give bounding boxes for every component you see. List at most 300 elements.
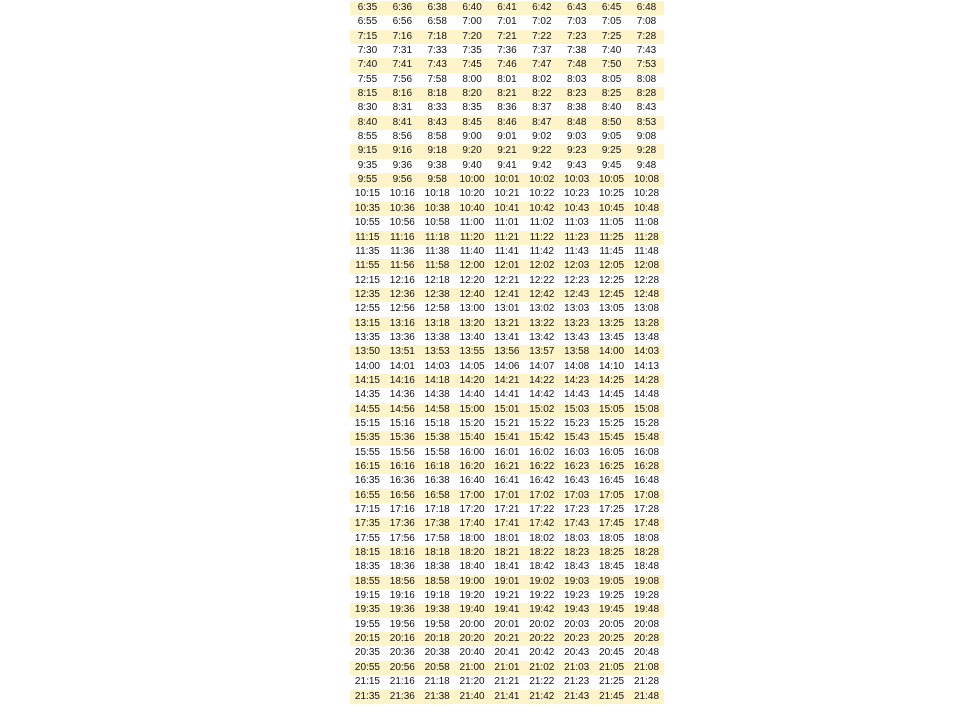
table-row [350, 101, 664, 115]
time-cell: 19:55 [354, 618, 380, 630]
time-cell: 13:00 [459, 303, 485, 315]
table-row [350, 532, 664, 546]
time-cell: 16:08 [633, 446, 660, 458]
time-cell: 21:36 [385, 690, 420, 704]
table-row [350, 73, 664, 87]
time-cell: 12:41 [490, 288, 525, 302]
time-cell: 11:00 [459, 217, 485, 229]
time-cell: 7:20 [455, 30, 490, 44]
time-cell: 8:46 [490, 116, 525, 130]
time-cell: 7:41 [385, 58, 420, 72]
table-row [350, 130, 664, 144]
time-cell: 7:47 [524, 58, 559, 72]
time-cell: 10:43 [559, 202, 594, 216]
time-cell: 9:05 [601, 131, 622, 143]
time-cell: 12:35 [350, 288, 385, 302]
time-cell: 7:08 [636, 16, 657, 28]
time-cell: 15:25 [599, 417, 625, 429]
time-cell: 11:22 [524, 231, 559, 245]
time-cell: 7:50 [594, 58, 629, 72]
time-cell: 13:45 [599, 331, 625, 343]
time-cell: 15:42 [524, 431, 559, 445]
time-cell: 14:08 [564, 360, 590, 372]
time-cell: 7:01 [497, 16, 517, 28]
time-cell: 10:41 [490, 202, 525, 216]
time-cell: 10:15 [354, 188, 380, 200]
time-cell: 12:20 [459, 274, 485, 286]
table-row [350, 173, 664, 187]
time-cell: 12:55 [354, 303, 380, 315]
time-cell: 16:48 [633, 475, 660, 487]
time-cell: 20:16 [385, 632, 420, 646]
time-cell: 13:01 [494, 303, 520, 315]
time-cell: 21:00 [455, 661, 490, 675]
time-cell: 7:16 [385, 30, 420, 44]
time-cell: 14:01 [389, 360, 415, 372]
time-cell: 8:22 [524, 87, 559, 101]
table-row [350, 575, 664, 589]
time-cell: 10:40 [455, 202, 490, 216]
time-cell: 17:41 [490, 517, 525, 531]
time-cell: 7:23 [559, 30, 594, 44]
time-cell: 8:58 [427, 131, 447, 143]
time-cell: 12:25 [599, 274, 625, 286]
time-cell: 8:01 [497, 73, 517, 85]
time-cell: 11:20 [455, 231, 490, 245]
time-cell: 20:00 [459, 618, 485, 630]
time-cell: 14:03 [424, 360, 450, 372]
time-cell: 18:41 [494, 561, 520, 573]
time-cell: 14:48 [633, 389, 660, 401]
time-cell: 7:25 [594, 30, 629, 44]
time-cell: 14:00 [354, 360, 380, 372]
time-cell: 9:00 [462, 131, 482, 143]
time-cell: 19:25 [599, 590, 625, 602]
time-cell: 14:13 [633, 360, 660, 372]
time-cell: 10:21 [494, 188, 520, 200]
time-cell: 19:23 [564, 590, 590, 602]
time-cell: 18:15 [350, 546, 385, 560]
time-cell: 15:55 [354, 446, 380, 458]
time-cell: 12:21 [494, 274, 520, 286]
time-cell: 8:30 [357, 102, 378, 114]
time-cell: 16:55 [350, 489, 385, 503]
time-cell: 21:05 [594, 661, 629, 675]
time-cell: 13:16 [385, 317, 420, 331]
time-cell: 6:48 [629, 1, 664, 15]
time-cell: 8:43 [420, 116, 455, 130]
time-cell: 10:18 [424, 188, 450, 200]
time-cell: 18:38 [424, 561, 450, 573]
time-cell: 16:35 [354, 475, 380, 487]
time-cell: 20:21 [490, 632, 525, 646]
time-cell: 20:05 [599, 618, 625, 630]
time-cell: 15:28 [633, 417, 660, 429]
time-cell: 6:58 [427, 16, 447, 28]
time-cell: 20:40 [459, 647, 485, 659]
time-cell: 9:42 [532, 159, 552, 171]
time-cell: 17:48 [629, 517, 664, 531]
time-cell: 12:01 [490, 259, 525, 273]
time-cell: 21:25 [599, 676, 625, 688]
table-row [350, 116, 664, 130]
time-cell: 12:22 [529, 274, 555, 286]
time-cell: 18:40 [459, 561, 485, 573]
time-cell: 12:56 [389, 303, 415, 315]
time-cell: 9:36 [392, 159, 413, 171]
table-row [350, 1, 664, 15]
time-cell: 7:38 [566, 45, 587, 57]
time-cell: 14:21 [490, 374, 525, 388]
time-cell: 13:08 [633, 303, 660, 315]
time-cell: 7:43 [420, 58, 455, 72]
time-cell: 13:35 [354, 331, 380, 343]
table-row [350, 345, 664, 359]
time-cell: 9:18 [420, 144, 455, 158]
table-row [350, 360, 664, 374]
table-row [350, 503, 664, 517]
time-cell: 21:21 [494, 676, 520, 688]
time-cell: 16:02 [529, 446, 555, 458]
time-cell: 20:35 [354, 647, 380, 659]
time-cell: 8:31 [392, 102, 413, 114]
time-cell: 21:03 [559, 661, 594, 675]
table-row [350, 15, 664, 29]
time-cell: 7:45 [455, 58, 490, 72]
time-cell: 8:40 [350, 116, 385, 130]
time-cell: 11:45 [599, 245, 624, 257]
time-cell: 14:43 [564, 389, 590, 401]
time-cell: 11:40 [459, 245, 485, 257]
time-cell: 13:25 [594, 317, 629, 331]
time-cell: 13:28 [629, 317, 664, 331]
time-cell: 8:47 [524, 116, 559, 130]
time-cell: 17:35 [350, 517, 385, 531]
table-row [350, 44, 664, 58]
time-cell: 17:05 [594, 489, 629, 503]
time-cell: 15:00 [455, 403, 490, 417]
table-row [350, 317, 664, 331]
time-cell: 7:46 [490, 58, 525, 72]
time-cell: 20:02 [529, 618, 555, 630]
time-cell: 13:18 [420, 317, 455, 331]
time-cell: 19:18 [424, 590, 450, 602]
time-cell: 11:21 [490, 231, 525, 245]
time-cell: 20:36 [389, 647, 415, 659]
table-row [350, 690, 664, 704]
time-cell: 11:08 [634, 217, 659, 229]
time-cell: 16:25 [594, 460, 629, 474]
time-cell: 21:38 [420, 690, 455, 704]
time-cell: 18:18 [420, 546, 455, 560]
table-row [350, 274, 664, 288]
time-cell: 13:20 [455, 317, 490, 331]
time-cell: 13:15 [350, 317, 385, 331]
time-cell: 21:22 [529, 676, 555, 688]
time-cell: 9:48 [636, 159, 657, 171]
time-cell: 20:18 [420, 632, 455, 646]
time-cell: 15:02 [524, 403, 559, 417]
time-cell: 19:20 [459, 590, 485, 602]
time-cell: 15:38 [420, 431, 455, 445]
time-cell: 15:16 [389, 417, 415, 429]
time-cell: 14:18 [420, 374, 455, 388]
time-cell: 18:03 [564, 532, 590, 544]
time-cell: 18:08 [633, 532, 660, 544]
time-cell: 9:25 [594, 144, 629, 158]
time-cell: 7:30 [357, 45, 378, 57]
time-cell: 18:25 [594, 546, 629, 560]
time-cell: 18:58 [420, 575, 455, 589]
time-cell: 17:56 [389, 532, 415, 544]
time-cell: 18:01 [494, 532, 520, 544]
time-cell: 8:21 [490, 87, 525, 101]
time-cell: 19:43 [559, 603, 594, 617]
time-cell: 10:08 [629, 173, 664, 187]
time-cell: 20:25 [594, 632, 629, 646]
time-cell: 19:15 [354, 590, 380, 602]
table-row [350, 259, 664, 273]
time-cell: 21:20 [459, 676, 485, 688]
time-cell: 13:51 [385, 345, 420, 359]
time-cell: 8:08 [636, 73, 657, 85]
time-cell: 11:38 [425, 245, 450, 257]
time-cell: 10:35 [350, 202, 385, 216]
table-row [350, 603, 664, 617]
time-cell: 19:38 [420, 603, 455, 617]
time-cell: 10:25 [599, 188, 625, 200]
time-cell: 14:38 [424, 389, 450, 401]
time-cell: 21:15 [354, 676, 380, 688]
time-cell: 13:42 [529, 331, 555, 343]
time-cell: 11:16 [385, 231, 420, 245]
time-cell: 18:43 [564, 561, 590, 573]
time-cell: 10:48 [629, 202, 664, 216]
time-cell: 21:28 [633, 676, 660, 688]
time-cell: 14:20 [455, 374, 490, 388]
time-cell: 6:36 [385, 1, 420, 15]
time-cell: 21:41 [490, 690, 525, 704]
time-cell: 6:35 [350, 1, 385, 15]
table-row [350, 632, 664, 646]
time-cell: 11:25 [594, 231, 629, 245]
time-cell: 20:01 [494, 618, 520, 630]
time-cell: 7:37 [532, 45, 552, 57]
time-cell: 16:45 [599, 475, 625, 487]
table-row [350, 431, 664, 445]
time-cell: 7:55 [357, 73, 378, 85]
time-cell: 16:22 [524, 460, 559, 474]
time-cell: 17:55 [354, 532, 380, 544]
time-cell: 14:28 [629, 374, 664, 388]
table-row [350, 388, 664, 402]
table-row [350, 546, 664, 560]
time-cell: 20:03 [564, 618, 590, 630]
time-cell: 9:20 [455, 144, 490, 158]
time-cell: 8:20 [455, 87, 490, 101]
time-cell: 18:36 [389, 561, 415, 573]
time-cell: 9:03 [566, 131, 587, 143]
time-cell: 19:45 [594, 603, 629, 617]
time-cell: 6:43 [559, 1, 594, 15]
table-row [350, 231, 664, 245]
time-cell: 19:42 [524, 603, 559, 617]
time-cell: 7:33 [427, 45, 447, 57]
time-cell: 14:22 [524, 374, 559, 388]
time-cell: 14:40 [459, 389, 485, 401]
time-cell: 12:36 [385, 288, 420, 302]
table-row [350, 618, 664, 632]
time-cell: 17:23 [564, 504, 590, 516]
time-cell: 13:50 [350, 345, 385, 359]
time-cell: 12:42 [524, 288, 559, 302]
time-cell: 16:15 [350, 460, 385, 474]
time-cell: 15:21 [494, 417, 520, 429]
time-cell: 17:15 [354, 504, 380, 516]
time-cell: 7:36 [497, 45, 517, 57]
time-cell: 13:22 [524, 317, 559, 331]
time-cell: 17:00 [455, 489, 490, 503]
time-cell: 9:08 [636, 131, 657, 143]
time-cell: 12:02 [524, 259, 559, 273]
table-row [350, 30, 664, 44]
time-cell: 14:25 [594, 374, 629, 388]
time-cell: 19:01 [490, 575, 525, 589]
time-cell: 19:02 [524, 575, 559, 589]
time-cell: 11:35 [355, 245, 380, 257]
time-cell: 9:55 [350, 173, 385, 187]
time-cell: 8:50 [594, 116, 629, 130]
time-cell: 19:58 [424, 618, 450, 630]
time-cell: 14:42 [529, 389, 555, 401]
time-cell: 12:18 [424, 274, 450, 286]
time-cell: 6:38 [420, 1, 455, 15]
time-cell: 8:43 [636, 102, 657, 114]
time-cell: 7:05 [601, 16, 622, 28]
time-cell: 14:16 [385, 374, 420, 388]
time-cell: 13:55 [455, 345, 490, 359]
time-cell: 11:58 [420, 259, 455, 273]
time-cell: 8:02 [532, 73, 552, 85]
time-cell: 13:21 [490, 317, 525, 331]
time-cell: 11:41 [494, 245, 520, 257]
time-cell: 18:55 [350, 575, 385, 589]
time-cell: 12:40 [455, 288, 490, 302]
time-cell: 12:16 [389, 274, 415, 286]
time-cell: 19:41 [490, 603, 525, 617]
time-cell: 13:36 [389, 331, 415, 343]
time-cell: 10:55 [354, 217, 380, 229]
table-row [350, 87, 664, 101]
time-cell: 11:56 [385, 259, 420, 273]
time-cell: 13:41 [494, 331, 520, 343]
table-row [350, 489, 664, 503]
time-cell: 15:40 [455, 431, 490, 445]
time-cell: 16:23 [559, 460, 594, 474]
time-cell: 9:35 [357, 159, 378, 171]
time-cell: 12:15 [354, 274, 380, 286]
time-cell: 16:58 [420, 489, 455, 503]
time-cell: 14:06 [494, 360, 520, 372]
time-cell: 17:43 [559, 517, 594, 531]
time-cell: 21:40 [455, 690, 490, 704]
time-cell: 7:53 [629, 58, 664, 72]
time-cell: 16:01 [494, 446, 520, 458]
time-cell: 17:28 [633, 504, 660, 516]
time-cell: 16:38 [424, 475, 450, 487]
time-cell: 19:16 [389, 590, 415, 602]
table-row [350, 331, 664, 345]
time-cell: 19:35 [350, 603, 385, 617]
time-cell: 8:05 [601, 73, 622, 85]
time-cell: 12:08 [629, 259, 664, 273]
time-cell: 9:23 [559, 144, 594, 158]
time-cell: 14:41 [494, 389, 520, 401]
time-cell: 14:35 [354, 389, 380, 401]
time-cell: 18:48 [633, 561, 660, 573]
time-cell: 19:08 [629, 575, 664, 589]
time-cell: 6:56 [392, 16, 413, 28]
time-cell: 8:48 [559, 116, 594, 130]
time-cell: 14:56 [385, 403, 420, 417]
time-cell: 14:36 [389, 389, 415, 401]
time-cell: 13:53 [420, 345, 455, 359]
time-cell: 12:43 [559, 288, 594, 302]
time-cell: 15:05 [594, 403, 629, 417]
time-cell: 14:00 [594, 345, 629, 359]
timetable-body [350, 1, 664, 704]
time-cell: 7:02 [532, 16, 552, 28]
time-cell: 17:03 [559, 489, 594, 503]
time-cell: 15:01 [490, 403, 525, 417]
time-cell: 21:08 [629, 661, 664, 675]
time-cell: 15:23 [564, 417, 590, 429]
time-cell: 18:28 [629, 546, 664, 560]
time-cell: 11:36 [390, 245, 415, 257]
time-cell: 16:56 [385, 489, 420, 503]
time-cell: 6:45 [594, 1, 629, 15]
time-cell: 7:43 [636, 45, 657, 57]
time-cell: 13:38 [424, 331, 450, 343]
time-cell: 9:16 [385, 144, 420, 158]
time-cell: 9:43 [566, 159, 587, 171]
time-cell: 7:28 [629, 30, 664, 44]
time-cell: 11:43 [564, 245, 589, 257]
time-cell: 21:48 [629, 690, 664, 704]
time-cell: 17:16 [389, 504, 415, 516]
time-cell: 18:42 [529, 561, 555, 573]
table-row [350, 560, 664, 574]
time-cell: 20:58 [420, 661, 455, 675]
time-cell: 17:01 [490, 489, 525, 503]
time-cell: 9:41 [497, 159, 517, 171]
time-cell: 15:58 [424, 446, 450, 458]
time-cell: 19:05 [594, 575, 629, 589]
time-cell: 8:55 [357, 131, 378, 143]
table-row [350, 661, 664, 675]
time-cell: 20:28 [629, 632, 664, 646]
time-cell: 9:28 [629, 144, 664, 158]
time-cell: 19:21 [494, 590, 520, 602]
table-row [350, 446, 664, 460]
time-cell: 18:05 [599, 532, 625, 544]
time-cell: 16:18 [420, 460, 455, 474]
time-cell: 14:10 [599, 360, 625, 372]
time-cell: 13:02 [529, 303, 555, 315]
time-cell: 21:16 [389, 676, 415, 688]
time-cell: 9:22 [524, 144, 559, 158]
table-row [350, 417, 664, 431]
